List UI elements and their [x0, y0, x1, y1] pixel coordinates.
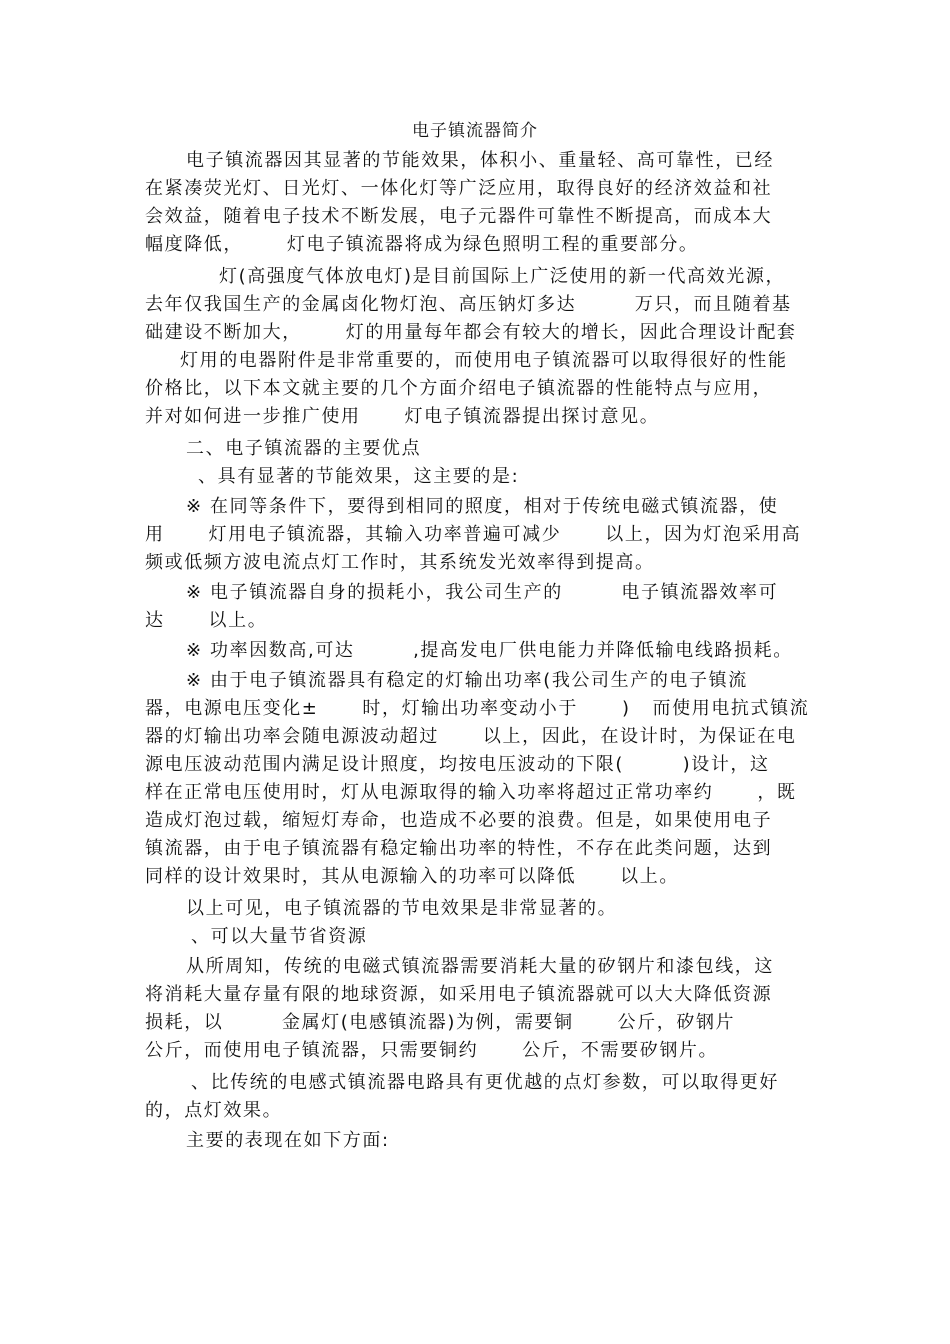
text-line: 频或低频方波电流点灯工作时，其系统发光效率得到提高。: [145, 552, 655, 573]
text-line: 将消耗大量存量有限的地球资源，如采用电子镇流器就可以大大降低资源: [145, 984, 773, 1005]
text-line: 在紧凑荧光灯、日光灯、一体化灯等广泛应用，取得良好的经济效益和社: [145, 178, 773, 199]
text-line: 样在正常电压使用时，灯从电源取得的输入功率将超过正常功率约 ，既: [145, 782, 797, 803]
text-line: 幅度降低， 灯电子镇流器将成为绿色照明工程的重要部分。: [145, 234, 699, 255]
text-line: 并对如何进一步推广使用 灯电子镇流器提出探讨意见。: [145, 406, 660, 427]
text-line: 会效益，随着电子技术不断发展，电子元器件可靠性不断提高，而成本大: [145, 206, 773, 227]
text-line: 电子镇流器因其显著的节能效果，体积小、重量轻、高可靠性，已经: [186, 150, 774, 171]
text-line: 础建设不断加大， 灯的用量每年都会有较大的增长，因此合理设计配套: [145, 322, 797, 343]
text-line: 器，电源电压变化± 时，灯输出功率变动小于 ) 而使用电抗式镇流: [145, 698, 810, 719]
text-line: 镇流器，由于电子镇流器有稳定输出功率的特性，不存在此类问题，达到: [145, 838, 773, 859]
text-line: 的，点灯效果。: [145, 1100, 283, 1121]
text-line: 同样的设计效果时，其从电源输入的功率可以降低 以上。: [145, 866, 679, 887]
subsection-heading: 、可以大量节省资源: [191, 926, 368, 947]
text-line: 价格比，以下本文就主要的几个方面介绍电子镇流器的性能特点与应用，: [145, 378, 773, 399]
text-line: 灯(高强度气体放电灯)是目前国际上广泛使用的新一代高效光源，: [219, 266, 786, 287]
text-line: 主要的表现在如下方面:: [186, 1130, 390, 1151]
text-line: 损耗，以 金属灯(电感镇流器)为例，需要铜 公斤，矽钢片: [145, 1012, 736, 1033]
section-heading: 二、电子镇流器的主要优点: [186, 438, 422, 459]
subsection-heading: 、比传统的电感式镇流器电路具有更优越的点灯参数，可以取得更好: [191, 1072, 779, 1093]
text-line: 去年仅我国生产的金属卤化物灯泡、高压钠灯多达 万只，而且随着基: [145, 294, 792, 315]
text-line: ※ 电子镇流器自身的损耗小，我公司生产的 电子镇流器效率可: [186, 582, 779, 603]
document-title: 电子镇流器简介: [412, 121, 538, 141]
text-line: ※ 在同等条件下，要得到相同的照度，相对于传统电磁式镇流器，使: [186, 496, 779, 517]
text-line: 器的灯输出功率会随电源波动超过 以上，因此，在设计时，为保证在电: [145, 726, 797, 747]
text-line: 从所周知，传统的电磁式镇流器需要消耗大量的矽钢片和漆包线，这: [186, 956, 774, 977]
text-line: 源电压波动范围内满足设计照度，均按电压波动的下限( )设计，这: [145, 754, 770, 775]
text-line: 灯用的电器附件是非常重要的，而使用电子镇流器可以取得很好的性能: [180, 350, 788, 371]
text-line: 用 灯用电子镇流器，其输入功率普遍可减少 以上，因为灯泡采用高: [145, 524, 802, 545]
text-line: 达 以上。: [145, 610, 268, 631]
text-line: ※ 由于电子镇流器具有稳定的灯输出功率(我公司生产的电子镇流: [186, 670, 748, 691]
subsection-heading: 、具有显著的节能效果，这主要的是:: [198, 466, 520, 487]
text-line: 公斤，而使用电子镇流器，只需要铜约 公斤，不需要矽钢片。: [145, 1040, 719, 1061]
text-line: 以上可见，电子镇流器的节电效果是非常显著的。: [186, 898, 618, 919]
text-line: 造成灯泡过载，缩短灯寿命，也造成不必要的浪费。但是，如果使用电子: [145, 810, 773, 831]
text-line: ※ 功率因数高,可达 ,提高发电厂供电能力并降低输电线路损耗。: [186, 640, 793, 661]
